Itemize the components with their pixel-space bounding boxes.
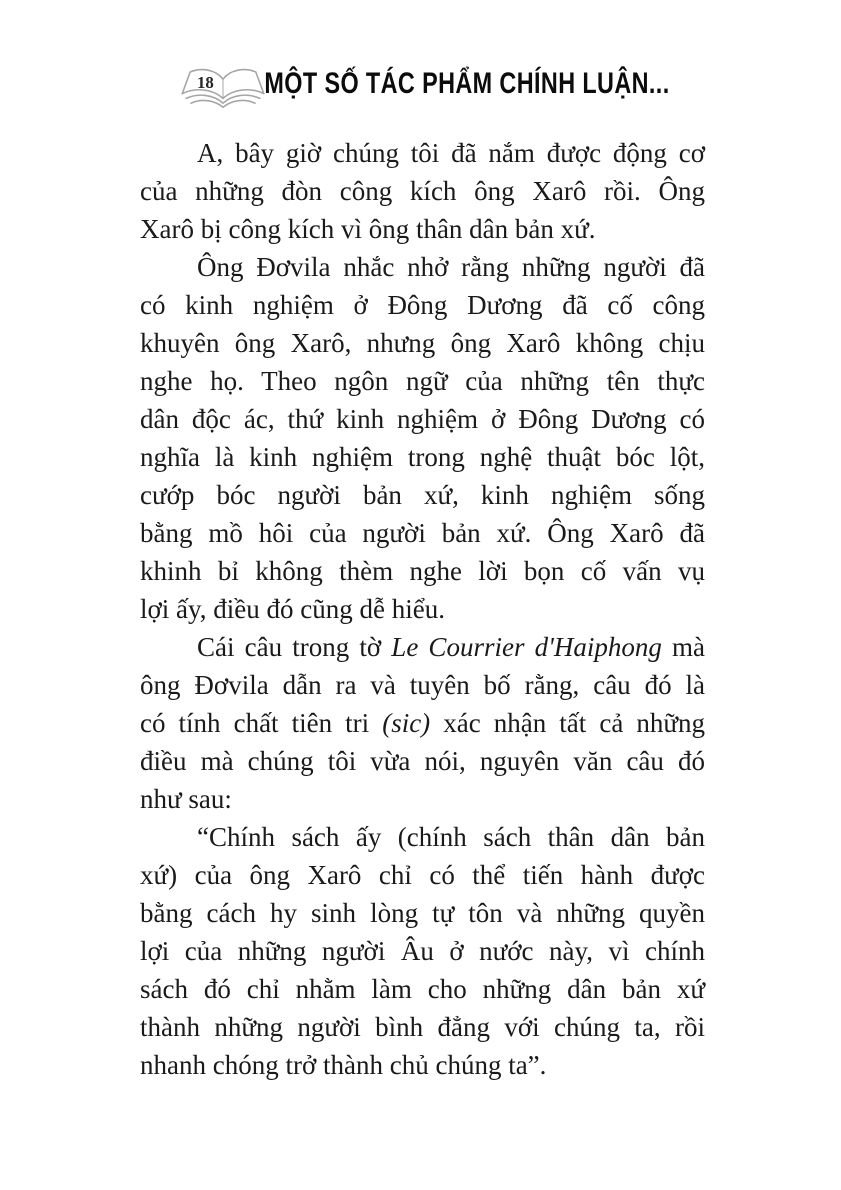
text-line	[140, 438, 705, 476]
text-line	[140, 172, 705, 210]
text-line	[140, 628, 705, 666]
open-book-icon	[179, 62, 267, 114]
page-header	[0, 60, 841, 116]
page-number: 18	[197, 73, 214, 92]
text-line	[140, 248, 705, 286]
italic-text-run: Le Courrier d'Haiphong	[391, 632, 662, 662]
text-run: ông Đơvila dẫn ra và tuyên bố rằng, câu đó là	[140, 670, 705, 700]
text-line	[140, 666, 705, 704]
text-run: Cái câu trong tờ	[197, 632, 392, 662]
text-line	[140, 210, 705, 248]
text-run: bằng mồ hôi của người bản xứ. Ông Xarô đã	[140, 518, 705, 548]
text-run: cướp bóc người bản xứ, kinh nghiệm sống	[140, 480, 705, 510]
text-run: xác nhận tất cả những	[430, 708, 705, 738]
text-run: điều mà chúng tôi vừa nói, nguyên văn câu đó	[140, 746, 705, 776]
text-line	[140, 1046, 705, 1084]
paragraph	[140, 134, 705, 248]
text-line	[140, 818, 705, 856]
text-run: A, bây giờ chúng tôi đã nắm được động cơ	[197, 138, 705, 168]
text-line	[140, 742, 705, 780]
text-line	[140, 704, 705, 742]
text-line	[140, 932, 705, 970]
text-line	[140, 514, 705, 552]
text-line	[140, 286, 705, 324]
text-run: Xarô bị công kích vì ông thân dân bản xứ.	[140, 214, 596, 244]
text-run: lợi ấy, điều đó cũng dễ hiểu.	[140, 594, 445, 624]
text-run: xứ) của ông Xarô chỉ có thể tiến hành được	[140, 860, 705, 890]
text-run: lợi của những người Âu ở nước này, vì chính	[140, 936, 705, 966]
text-run: của những đòn công kích ông Xarô rồi. Ông	[140, 176, 705, 206]
text-run: có tính chất tiên tri	[140, 708, 383, 738]
text-line	[140, 780, 705, 818]
text-line	[140, 552, 705, 590]
text-run: có kinh nghiệm ở Đông Dương đã cố công	[140, 290, 705, 320]
text-line	[140, 970, 705, 1008]
text-run: dân độc ác, thứ kinh nghiệm ở Đông Dương có	[140, 404, 705, 434]
text-run: nhanh chóng trở thành chủ chúng ta”.	[140, 1050, 547, 1080]
text-run: như sau:	[140, 784, 232, 814]
text-run: mà	[661, 632, 705, 662]
text-line	[140, 894, 705, 932]
text-line	[140, 1008, 705, 1046]
text-line	[140, 400, 705, 438]
text-run: khuyên ông Xarô, nhưng ông Xarô không chịu	[140, 328, 705, 358]
text-line	[140, 476, 705, 514]
text-run: Ông Đơvila nhắc nhở rằng những người đã	[197, 252, 705, 282]
text-run: nghĩa là kinh nghiệm trong nghệ thuật bóc lột,	[140, 442, 705, 472]
text-line	[140, 134, 705, 172]
chapter-title: MỘT SỐ TÁC PHẨM CHÍNH LUẬN...	[264, 67, 670, 100]
text-run: “Chính sách ấy (chính sách thân dân bản	[197, 822, 705, 852]
text-run: thành những người bình đẳng với chúng ta, rồi	[140, 1012, 705, 1042]
text-line	[140, 856, 705, 894]
paragraph	[140, 248, 705, 628]
text-run: khinh bỉ không thèm nghe lời bọn cố vấn vụ	[140, 556, 705, 586]
text-line	[140, 324, 705, 362]
text-run: sách đó chỉ nhằm làm cho những dân bản xứ	[140, 974, 705, 1004]
text-run: bằng cách hy sinh lòng tự tôn và những quyền	[140, 898, 705, 928]
paragraph	[140, 628, 705, 818]
paragraph	[140, 818, 705, 1084]
text-line	[140, 362, 705, 400]
italic-text-run: (sic)	[382, 708, 431, 738]
text-line	[140, 590, 705, 628]
page-body	[140, 134, 705, 1084]
text-run: nghe họ. Theo ngôn ngữ của những tên thực	[140, 366, 705, 396]
